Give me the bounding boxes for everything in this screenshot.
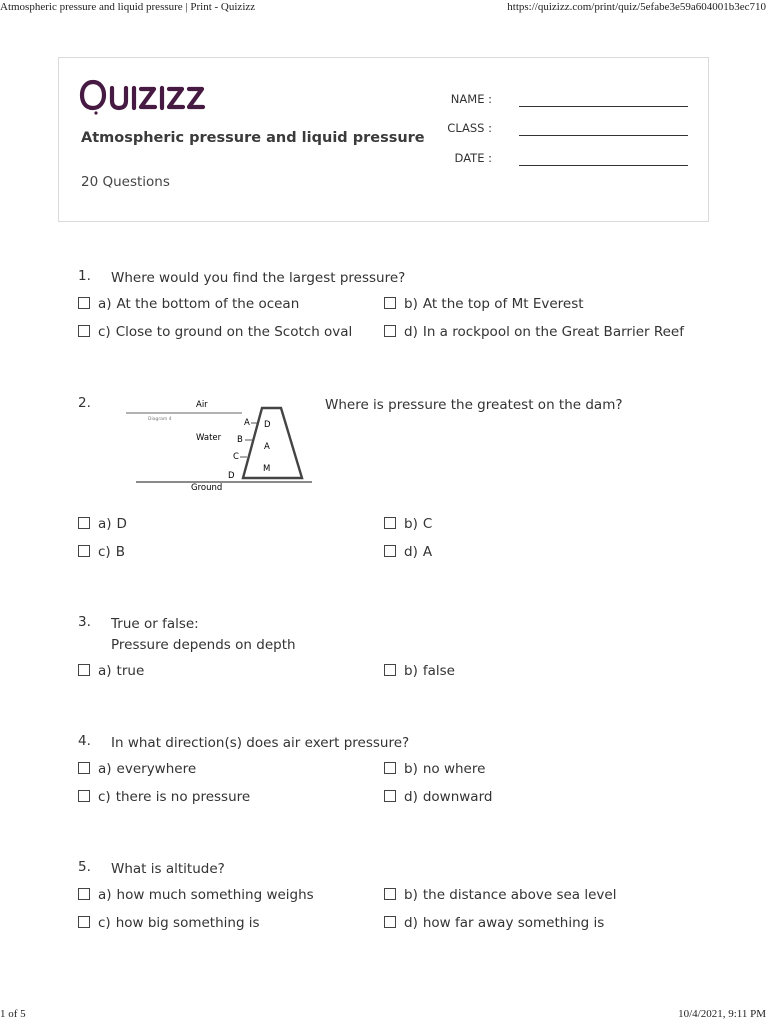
option-c[interactable]: c) B — [78, 544, 125, 564]
checkbox[interactable] — [78, 916, 90, 928]
checkbox[interactable] — [78, 888, 90, 900]
question-number: 2. — [78, 395, 91, 411]
svg-text:D: D — [264, 420, 271, 430]
print-datetime: 10/4/2021, 9:11 PM — [678, 1008, 766, 1020]
question-number: 1. — [78, 268, 91, 284]
question-number: 4. — [78, 733, 91, 749]
svg-text:B: B — [237, 435, 243, 445]
svg-text:C: C — [233, 452, 239, 462]
question-3 — [58, 614, 709, 689]
quizizz-logo — [79, 78, 207, 116]
question-5 — [58, 859, 709, 939]
checkbox[interactable] — [384, 790, 396, 802]
question-text: In what direction(s) does air exert pressure? — [111, 735, 410, 751]
name-label: NAME : — [450, 92, 492, 106]
checkbox[interactable] — [78, 325, 90, 337]
class-line — [519, 135, 688, 136]
option-b[interactable]: b) C — [384, 516, 432, 536]
date-label: DATE : — [454, 151, 492, 165]
checkbox[interactable] — [78, 664, 90, 676]
dam-diagram — [126, 395, 316, 495]
quiz-header-card — [58, 57, 709, 222]
question-count: 20 Questions — [81, 174, 170, 190]
svg-text:M: M — [263, 464, 271, 474]
checkbox[interactable] — [384, 664, 396, 676]
question-2 — [58, 395, 709, 570]
option-b[interactable]: b) false — [384, 663, 455, 683]
print-footer — [0, 1006, 768, 1024]
svg-text:A: A — [244, 418, 250, 428]
class-label: CLASS : — [447, 121, 492, 135]
option-d[interactable]: d) A — [384, 544, 432, 564]
question-text: What is altitude? — [111, 861, 225, 877]
print-page-title: Atmospheric pressure and liquid pressure | Print - Quizizz — [0, 1, 256, 13]
option-d[interactable]: d) how far away something is — [384, 915, 604, 935]
date-line — [519, 165, 688, 166]
option-c[interactable]: c) there is no pressure — [78, 789, 250, 809]
option-b[interactable]: b) no where — [384, 761, 485, 781]
checkbox[interactable] — [384, 545, 396, 557]
checkbox[interactable] — [384, 762, 396, 774]
print-header — [0, 0, 768, 16]
name-line — [519, 106, 688, 107]
svg-text:Air: Air — [196, 400, 208, 410]
checkbox[interactable] — [78, 762, 90, 774]
option-a[interactable]: a) how much something weighs — [78, 887, 314, 907]
svg-text:Water: Water — [196, 433, 222, 443]
option-b[interactable]: b) the distance above sea level — [384, 887, 616, 907]
option-d[interactable]: d) downward — [384, 789, 492, 809]
question-text: True or false: Pressure depends on depth — [111, 616, 296, 653]
checkbox[interactable] — [384, 916, 396, 928]
option-a[interactable]: a) true — [78, 663, 144, 683]
question-1 — [58, 268, 709, 348]
name-field — [438, 92, 688, 112]
svg-text:D: D — [228, 471, 235, 481]
page-number: 1 of 5 — [0, 1008, 26, 1020]
option-d[interactable]: d) In a rockpool on the Great Barrier Reef — [384, 324, 684, 344]
checkbox[interactable] — [384, 325, 396, 337]
question-number: 5. — [78, 859, 91, 875]
option-a[interactable]: a) D — [78, 516, 127, 536]
svg-text:A: A — [264, 442, 270, 452]
svg-text:Diagram 4: Diagram 4 — [148, 417, 172, 422]
quiz-title: Atmospheric pressure and liquid pressure — [81, 130, 425, 146]
question-number: 3. — [78, 614, 91, 630]
checkbox[interactable] — [384, 297, 396, 309]
question-text: Where is pressure the greatest on the dam? — [325, 397, 623, 413]
class-field — [438, 121, 688, 141]
checkbox[interactable] — [78, 297, 90, 309]
checkbox[interactable] — [78, 517, 90, 529]
option-a[interactable]: a) At the bottom of the ocean — [78, 296, 299, 316]
svg-text:Ground: Ground — [191, 483, 223, 493]
option-c[interactable]: c) Close to ground on the Scotch oval — [78, 324, 352, 344]
question-4 — [58, 733, 709, 813]
option-a[interactable]: a) everywhere — [78, 761, 196, 781]
checkbox[interactable] — [384, 888, 396, 900]
checkbox[interactable] — [78, 545, 90, 557]
date-field — [438, 151, 688, 171]
question-text: Where would you find the largest pressure? — [111, 270, 406, 286]
option-b[interactable]: b) At the top of Mt Everest — [384, 296, 584, 316]
checkbox[interactable] — [78, 790, 90, 802]
print-url: https://quizizz.com/print/quiz/5efabe3e59a604001b3ec710 — [507, 1, 766, 13]
option-c[interactable]: c) how big something is — [78, 915, 260, 935]
checkbox[interactable] — [384, 517, 396, 529]
